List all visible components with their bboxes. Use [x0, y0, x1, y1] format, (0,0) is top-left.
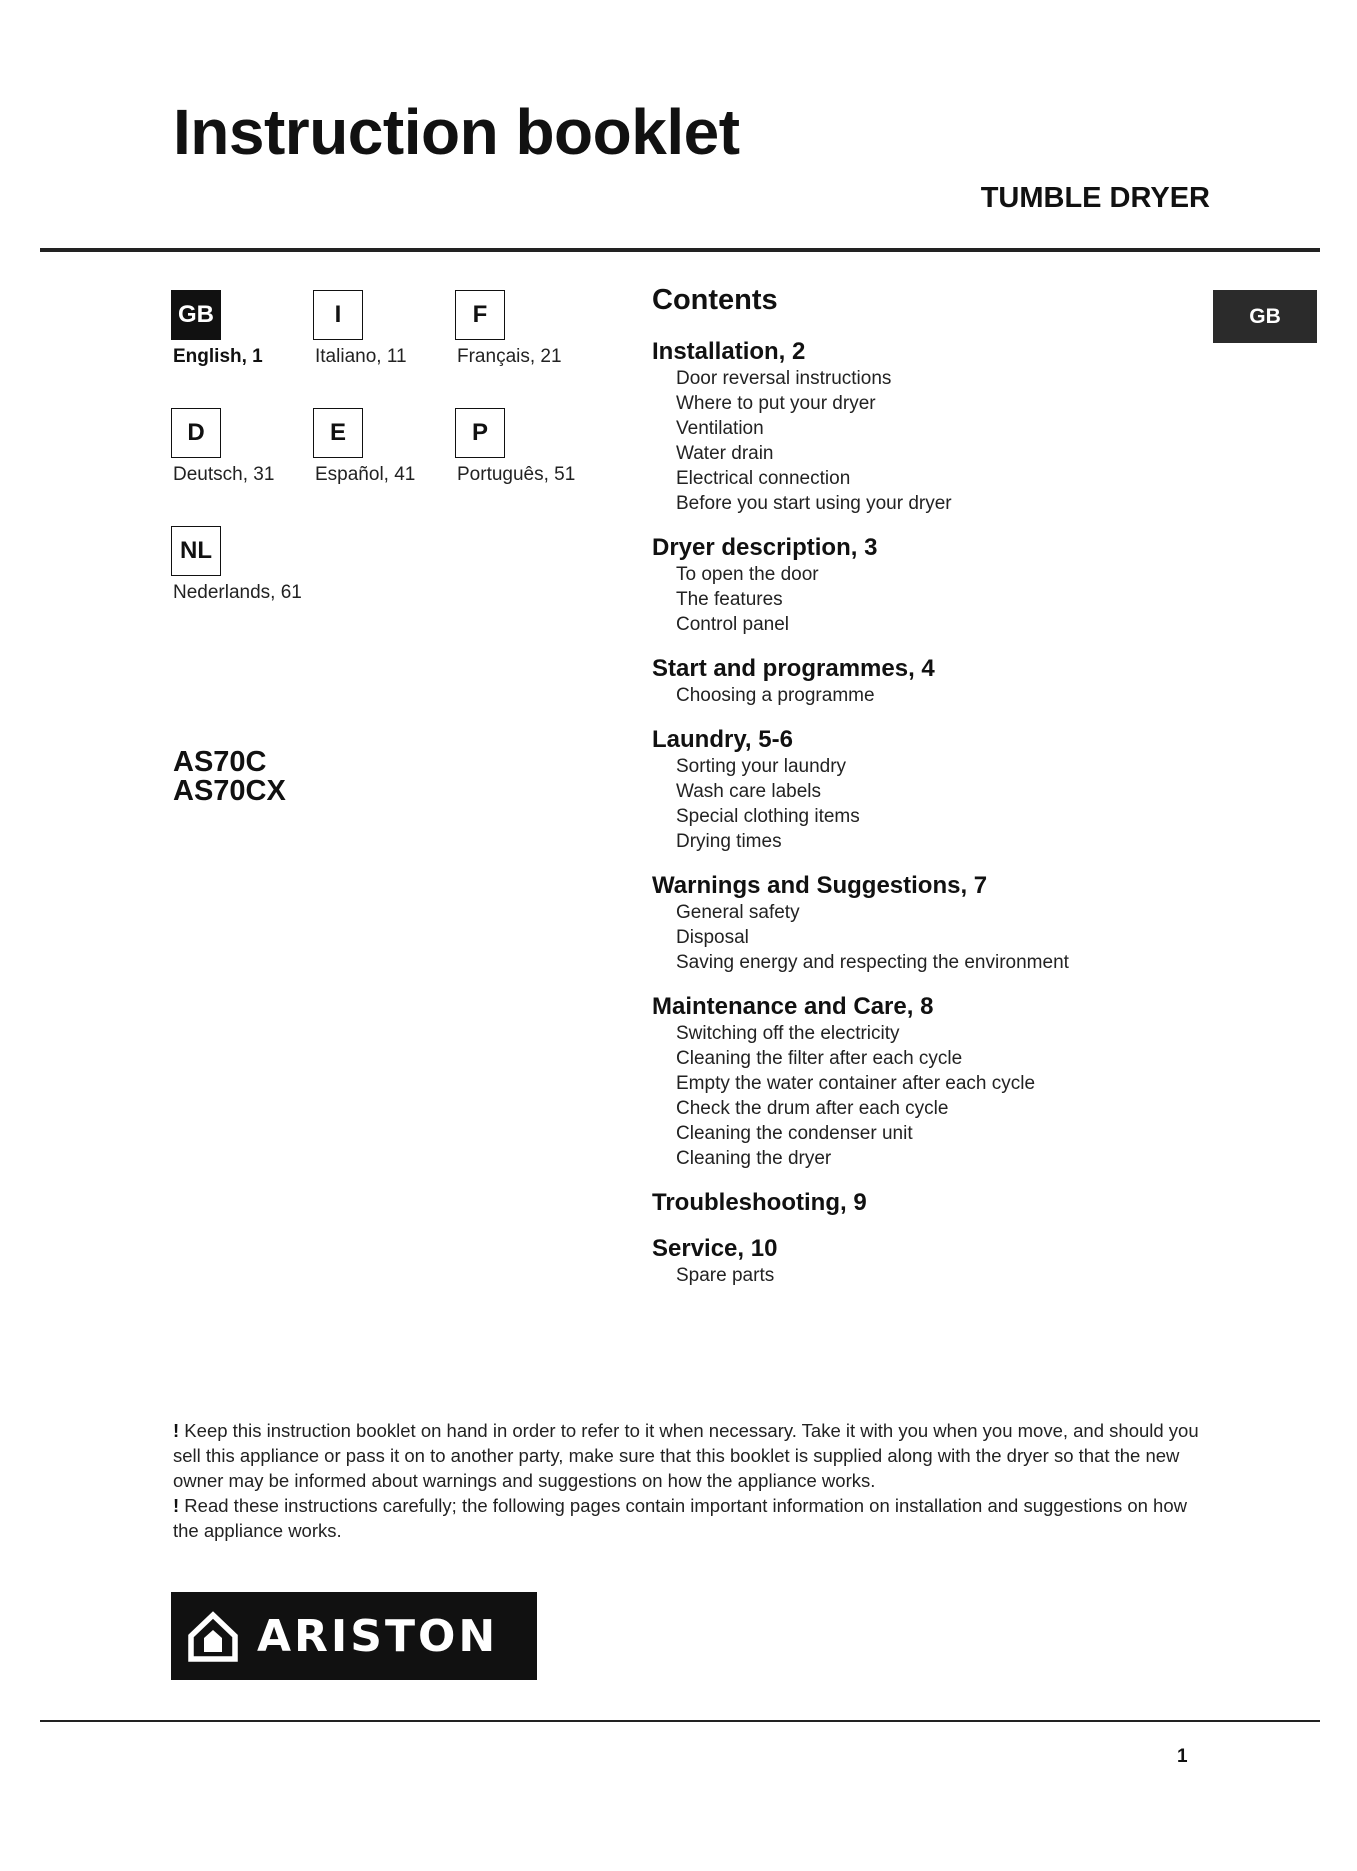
ariston-logo: [171, 1592, 537, 1680]
toc-section-title[interactable]: Start and programmes, 4: [652, 654, 935, 682]
language-label: Nederlands, 61: [173, 582, 302, 603]
note-paragraph: [173, 1493, 1213, 1543]
language-i[interactable]: [315, 290, 455, 368]
toc-item[interactable]: Sorting your laundry: [676, 755, 847, 777]
toc-section-laundry: [652, 726, 1212, 854]
toc-section-title[interactable]: Maintenance and Care, 8: [652, 992, 934, 1020]
toc-item[interactable]: Cleaning the dryer: [676, 1147, 832, 1169]
toc-item[interactable]: Wash care labels: [676, 780, 822, 802]
language-p[interactable]: [457, 408, 597, 486]
note-paragraph: [173, 1418, 1213, 1493]
toc-item[interactable]: Door reversal instructions: [676, 367, 892, 389]
house-icon: [185, 1608, 241, 1664]
toc-section-title[interactable]: Service, 10: [652, 1234, 778, 1262]
toc-section-start-programmes: [652, 655, 1212, 708]
model-number: AS70CX: [173, 775, 286, 807]
model-numbers: [173, 748, 286, 806]
contents-heading: Contents: [652, 284, 778, 316]
warning-mark: !: [173, 1495, 180, 1516]
warning-mark: !: [173, 1420, 180, 1441]
toc-item[interactable]: Where to put your dryer: [676, 392, 876, 414]
language-code-badge: D: [171, 408, 221, 458]
language-label: Deutsch, 31: [173, 464, 275, 485]
model-number: AS70C: [173, 746, 267, 778]
language-d[interactable]: [173, 408, 313, 486]
language-code-badge: E: [313, 408, 363, 458]
toc-item[interactable]: Control panel: [676, 613, 790, 635]
bottom-divider: [40, 1720, 1320, 1722]
language-code-badge: P: [455, 408, 505, 458]
page-number: 1: [1177, 1746, 1188, 1767]
toc-section-warnings: [652, 872, 1212, 975]
toc-section-title[interactable]: Troubleshooting, 9: [652, 1188, 867, 1216]
table-of-contents: [652, 285, 1212, 1306]
note-text: Keep this instruction booklet on hand in order to refer to it when necessary. Take it with you when you move, and should you sell this appliance or pass it on to another party, make sure that this booklet is supplied along with the dryer so that the new owner may be informed about warnings and suggestions on how the appliance works.: [173, 1420, 1199, 1491]
toc-section-title[interactable]: Laundry, 5-6: [652, 725, 793, 753]
toc-item[interactable]: Cleaning the filter after each cycle: [676, 1047, 963, 1069]
language-code-badge: I: [313, 290, 363, 340]
language-label: Português, 51: [457, 464, 576, 485]
toc-item[interactable]: To open the door: [676, 563, 819, 585]
toc-section-installation: [652, 338, 1212, 516]
brand-name: ARISTON: [257, 1610, 499, 1662]
language-label: Français, 21: [457, 346, 562, 367]
language-label: Español, 41: [315, 464, 416, 485]
toc-section-title[interactable]: Installation, 2: [652, 337, 806, 365]
language-code-badge: NL: [171, 526, 221, 576]
toc-item[interactable]: Special clothing items: [676, 805, 860, 827]
toc-section-service: [652, 1235, 1212, 1288]
toc-item[interactable]: Switching off the electricity: [676, 1022, 900, 1044]
language-label: Italiano, 11: [315, 346, 407, 367]
toc-item[interactable]: The features: [676, 588, 783, 610]
toc-section-maintenance: [652, 993, 1212, 1171]
toc-section-title[interactable]: Warnings and Suggestions, 7: [652, 871, 988, 899]
toc-item[interactable]: Disposal: [676, 926, 749, 948]
product-type: TUMBLE DRYER: [980, 182, 1210, 214]
toc-section-title[interactable]: Dryer description, 3: [652, 533, 878, 561]
language-code-badge: F: [455, 290, 505, 340]
toc-item[interactable]: Electrical connection: [676, 467, 851, 489]
toc-section-troubleshooting: [652, 1189, 1212, 1217]
language-side-tab: GB: [1213, 290, 1317, 343]
toc-item[interactable]: Check the drum after each cycle: [676, 1097, 949, 1119]
toc-item[interactable]: Spare parts: [676, 1264, 775, 1286]
toc-item[interactable]: Ventilation: [676, 417, 764, 439]
language-code-badge: GB: [171, 290, 221, 340]
language-nl[interactable]: [173, 526, 313, 604]
toc-item[interactable]: Before you start using your dryer: [676, 492, 952, 514]
language-label: English, 1: [173, 346, 263, 367]
page-title: Instruction booklet: [173, 96, 740, 168]
toc-item[interactable]: General safety: [676, 901, 800, 923]
toc-section-dryer-description: [652, 534, 1212, 637]
toc-item[interactable]: Saving energy and respecting the environment: [676, 951, 1069, 973]
toc-item[interactable]: Drying times: [676, 830, 782, 852]
toc-item[interactable]: Choosing a programme: [676, 684, 875, 706]
language-f[interactable]: [457, 290, 597, 368]
toc-item[interactable]: Water drain: [676, 442, 774, 464]
language-e[interactable]: [315, 408, 455, 486]
note-text: Read these instructions carefully; the following pages contain important information on installation and suggestions on how the appliance works.: [173, 1495, 1187, 1541]
language-gb[interactable]: [173, 290, 313, 368]
top-divider: [40, 248, 1320, 252]
booklet-notes: [173, 1418, 1213, 1543]
toc-item[interactable]: Empty the water container after each cycle: [676, 1072, 1036, 1094]
toc-item[interactable]: Cleaning the condenser unit: [676, 1122, 913, 1144]
